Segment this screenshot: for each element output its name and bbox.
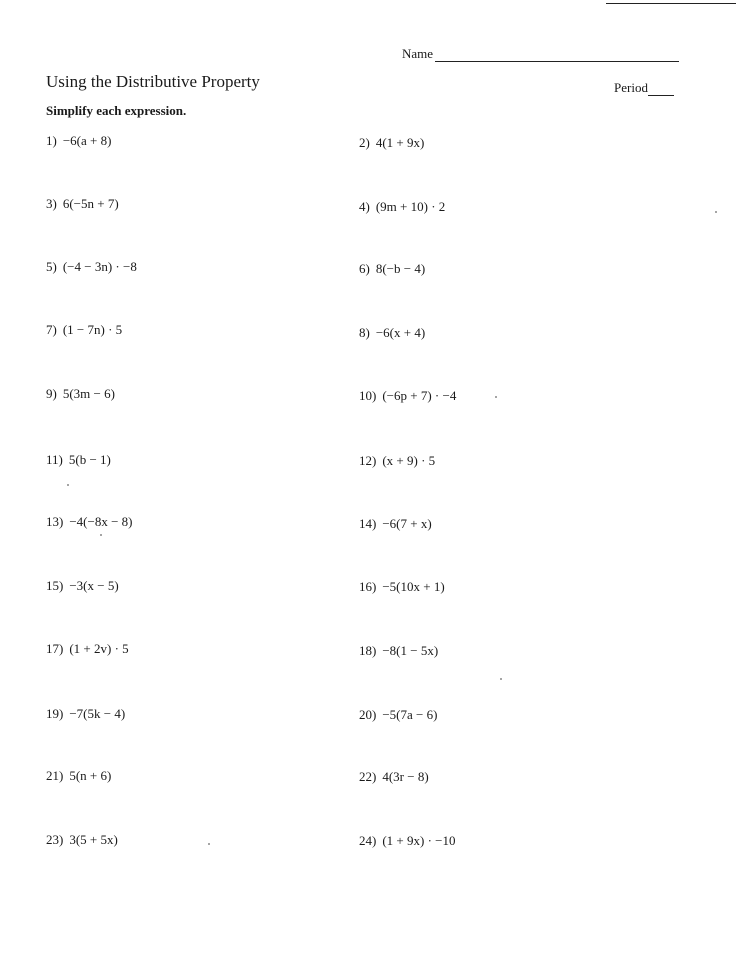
- period-label: Period: [614, 80, 648, 95]
- problem-expression: 3(5 + 5x): [69, 832, 118, 847]
- problem-expression: −4(−8x − 8): [69, 514, 133, 529]
- problem-expression: 8(−b − 4): [375, 261, 426, 276]
- problem-item: [46, 386, 115, 402]
- problem-expression: −5(10x + 1): [382, 579, 445, 594]
- problem-number: 18): [359, 643, 377, 658]
- problem-expression: −8(1 − 5x): [382, 643, 439, 658]
- problem-expression: −6(a + 8): [62, 133, 112, 148]
- problem-number: 15): [46, 578, 64, 593]
- problem-expression: 4(1 + 9x): [375, 135, 425, 150]
- problem-number: 24): [359, 833, 377, 848]
- problem-number: 19): [46, 706, 64, 721]
- problem-number: 8): [359, 325, 370, 340]
- problem-item: [359, 325, 425, 341]
- problem-item: [359, 453, 435, 469]
- problem-item: [46, 641, 129, 657]
- problem-number: 10): [359, 388, 377, 403]
- problem-item: [46, 452, 111, 468]
- problem-expression: (9m + 10) · 2: [375, 199, 446, 214]
- problem-number: 20): [359, 707, 377, 722]
- problem-number: 7): [46, 322, 57, 337]
- name-label: Name: [402, 46, 434, 61]
- problem-number: 22): [359, 769, 377, 784]
- problem-number: 1): [46, 133, 57, 148]
- scan-speck: [500, 678, 502, 680]
- problem-number: 14): [359, 516, 377, 531]
- problem-item: [359, 199, 445, 215]
- problem-expression: 5(b − 1): [68, 452, 111, 467]
- problem-number: 9): [46, 386, 57, 401]
- problem-number: 11): [46, 452, 63, 467]
- problem-item: [46, 706, 125, 722]
- top-edge-rule: [606, 3, 736, 4]
- problem-number: 4): [359, 199, 370, 214]
- problem-item: [46, 514, 133, 530]
- problem-number: 13): [46, 514, 64, 529]
- problem-item: [359, 643, 438, 659]
- problem-number: 3): [46, 196, 57, 211]
- problem-expression: −3(x − 5): [69, 578, 119, 593]
- problem-number: 23): [46, 832, 64, 847]
- problem-expression: −7(5k − 4): [69, 706, 126, 721]
- problem-number: 5): [46, 259, 57, 274]
- problem-number: 16): [359, 579, 377, 594]
- scan-speck: [495, 396, 497, 398]
- problem-item: [46, 832, 118, 848]
- problem-number: 21): [46, 768, 64, 783]
- period-field[interactable]: [614, 80, 674, 96]
- scan-speck: [715, 211, 717, 213]
- problem-expression: (−6p + 7) · −4: [382, 388, 457, 403]
- problem-expression: −6(x + 4): [375, 325, 426, 340]
- problem-item: [359, 516, 432, 532]
- problem-number: 12): [359, 453, 377, 468]
- problem-expression: −6(7 + x): [382, 516, 432, 531]
- problem-item: [359, 579, 445, 595]
- problem-expression: (1 − 7n) · 5: [62, 322, 123, 337]
- problem-expression: (1 + 9x) · −10: [382, 833, 456, 848]
- problem-item: [359, 769, 429, 785]
- problem-item: [46, 259, 137, 275]
- problem-expression: (x + 9) · 5: [382, 453, 436, 468]
- scan-speck: [100, 534, 102, 536]
- problem-number: 2): [359, 135, 370, 150]
- name-blank-line[interactable]: [435, 47, 679, 62]
- problem-item: [46, 322, 122, 338]
- problem-expression: 4(3r − 8): [382, 769, 429, 784]
- problem-item: [359, 388, 456, 404]
- problem-expression: (1 + 2v) · 5: [69, 641, 129, 656]
- problem-number: 6): [359, 261, 370, 276]
- problem-item: [359, 135, 424, 151]
- problem-expression: 5(3m − 6): [62, 386, 115, 401]
- worksheet-title: Using the Distributive Property: [46, 72, 260, 91]
- problem-expression: (−4 − 3n) · −8: [62, 259, 137, 274]
- problem-expression: 6(−5n + 7): [62, 196, 119, 211]
- problem-item: [359, 833, 456, 849]
- instructions: Simplify each expression.: [46, 103, 187, 118]
- problem-item: [359, 707, 437, 723]
- problem-item: [46, 768, 111, 784]
- problem-item: [359, 261, 425, 277]
- problem-item: [46, 196, 119, 212]
- problem-number: 17): [46, 641, 64, 656]
- problem-expression: 5(n + 6): [69, 768, 112, 783]
- problem-expression: −5(7a − 6): [382, 707, 438, 722]
- name-field[interactable]: [402, 46, 679, 62]
- problem-item: [46, 578, 119, 594]
- problem-item: [46, 133, 111, 149]
- scan-speck: [67, 484, 69, 486]
- period-blank-line[interactable]: [648, 82, 674, 96]
- scan-speck: [208, 843, 210, 845]
